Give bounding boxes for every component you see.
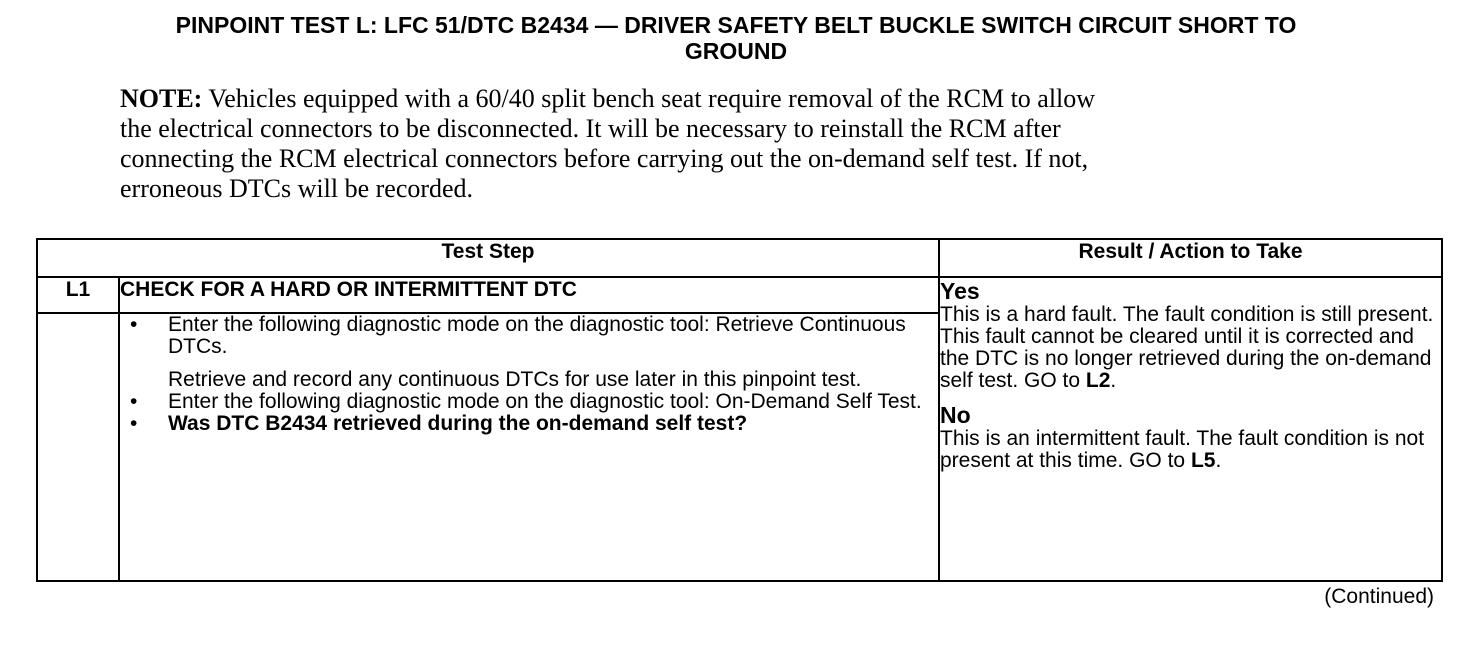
result-yes-end: .	[1110, 369, 1117, 392]
step-id: L1	[37, 277, 119, 313]
step-bullet-2-text: Enter the following diagnostic mode on the diagnostic tool: On-Demand Self Test.	[168, 390, 922, 413]
result-yes-goto: L2	[1085, 369, 1111, 392]
result-no-goto: L5	[1190, 449, 1216, 472]
step-bullet-1-sub: Retrieve and record any continuous DTCs for use later in this pinpoint test.	[168, 368, 862, 391]
step-bullet-3	[38, 413, 938, 435]
title-line-1: PINPOINT TEST L: LFC 51/DTC B2434 — DRIVER SAFETY BELT BUCKLE SWITCH CIRCUIT SHORT TO	[175, 12, 1297, 38]
note-label: NOTE:	[120, 84, 203, 113]
bullet-icon: •	[130, 390, 138, 413]
pinpoint-test-table	[36, 238, 1443, 582]
table-header-row	[37, 239, 1442, 277]
continued-label: (Continued)	[1324, 585, 1434, 608]
header-result: Result / Action to Take	[939, 239, 1442, 277]
step-bullet-list	[38, 314, 938, 435]
bullet-icon: •	[130, 313, 138, 336]
step-body-content	[38, 314, 938, 435]
result-yes-text	[940, 304, 1441, 392]
header-test-step: Test Step	[37, 239, 939, 277]
note-line-1	[120, 84, 1340, 114]
step-title-row	[37, 277, 1442, 313]
title-line-2: GROUND	[684, 38, 788, 64]
step-bullet-1-text: Enter the following diagnostic mode on the diagnostic tool: Retrieve Continuous DTCs.	[168, 313, 906, 358]
result-no-end: .	[1215, 449, 1222, 472]
result-no-text	[940, 428, 1441, 472]
step-question: Was DTC B2434 retrieved during the on-demand self test?	[168, 412, 748, 435]
step-title: CHECK FOR A HARD OR INTERMITTENT DTC	[119, 277, 939, 313]
result-no-body: This is an intermittent fault. The fault condition is not present at this time. GO to	[940, 427, 1425, 472]
step-body	[119, 313, 939, 581]
page-title	[0, 12, 1472, 64]
step-bullet-1	[38, 314, 938, 391]
result-yes-body: This is a hard fault. The fault condition is still present. This fault cannot be cleared until it is corrected and the DTC is no longer retrieved during the on-demand self test. GO to	[940, 303, 1434, 392]
result-no-label: No	[940, 402, 971, 428]
note-paragraph	[120, 84, 1340, 204]
note-line-1-text: Vehicles equipped with a 60/40 split bench seat require removal of the RCM to allow	[202, 84, 1096, 113]
step-bullet-2	[38, 391, 938, 413]
note-line-3: connecting the RCM electrical connectors before carrying out the on-demand self test. If not,	[120, 144, 1089, 173]
note-line-4: erroneous DTCs will be recorded.	[120, 174, 474, 203]
result-cell	[939, 277, 1442, 581]
result-yes-label: Yes	[940, 278, 980, 304]
note-line-2: the electrical connectors to be disconnected. It will be necessary to reinstall the RCM after	[120, 114, 1061, 143]
bullet-icon: •	[130, 412, 138, 435]
